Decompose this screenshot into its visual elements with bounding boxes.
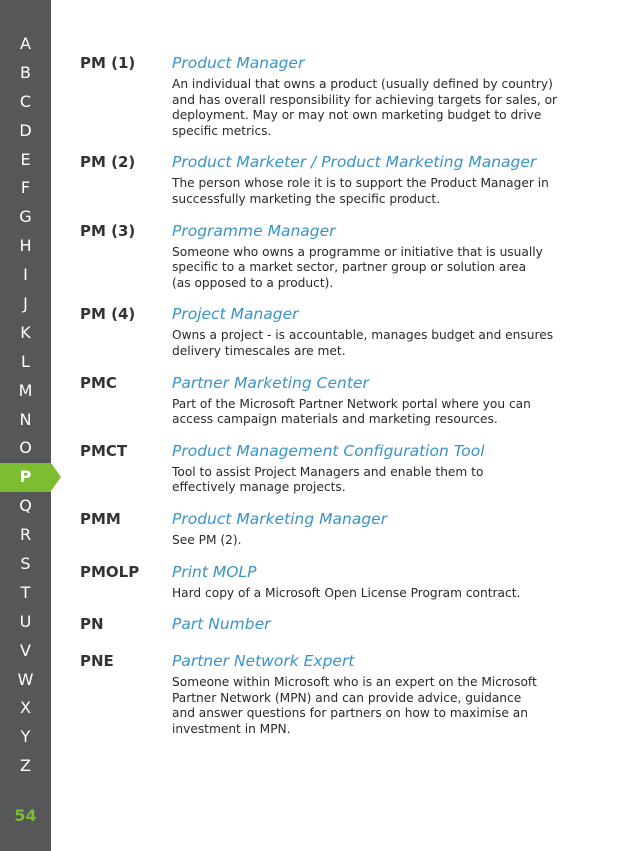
entry-term: Project Manager	[172, 305, 299, 324]
alphabet-letter-s[interactable]: S	[20, 554, 31, 574]
alphabet-letter-m[interactable]: M	[18, 380, 33, 400]
alphabet-letter-e[interactable]: E	[20, 149, 31, 169]
glossary-entry	[80, 303, 600, 359]
alphabet-index	[0, 30, 51, 781]
glossary-entry	[80, 561, 600, 602]
entry-term: Product Marketing Manager	[172, 509, 388, 528]
entry-detail	[172, 52, 582, 139]
entry-detail	[172, 650, 582, 737]
entry-abbreviation: PM (1)	[80, 54, 136, 72]
entry-term: Product Marketer / Product Marketing Manager	[172, 153, 537, 172]
entry-definition: An individual that owns a product (usually defined by country) and has overall responsibility for achieving targets for sales, or deployment. May or may not own marketing budget to drive specific metrics.	[172, 77, 558, 138]
alphabet-letter-o[interactable]: O	[19, 438, 32, 458]
entry-detail	[172, 303, 582, 359]
alphabet-letter-z[interactable]: Z	[20, 756, 31, 776]
entry-abbreviation: PM (4)	[80, 305, 136, 324]
entry-detail	[172, 372, 582, 428]
glossary-entry	[80, 440, 600, 496]
alphabet-letter-x[interactable]: X	[20, 698, 31, 718]
glossary-entry	[80, 220, 600, 292]
entry-term: Programme Manager	[172, 221, 336, 240]
entry-definition: See PM (2).	[172, 532, 242, 547]
entry-term: Partner Network Expert	[172, 652, 355, 671]
entry-definition: Tool to assist Project Managers and enable them to effectively manage projects.	[172, 464, 484, 495]
alphabet-letter-j[interactable]: J	[23, 294, 28, 314]
alphabet-letter-u[interactable]: U	[19, 611, 32, 631]
entry-detail	[172, 613, 582, 638]
alphabet-letter-y[interactable]: Y	[20, 727, 31, 747]
glossary-entry	[80, 650, 600, 737]
alphabet-letter-t[interactable]: T	[20, 582, 31, 602]
entry-term: Part Number	[172, 615, 271, 634]
alphabet-letter-n[interactable]: N	[19, 409, 32, 429]
entry-definition: Owns a project - is accountable, manages budget and ensures delivery timescales are met.	[172, 328, 554, 358]
entry-abbreviation: PN	[80, 615, 104, 634]
entry-definition: The person whose role it is to support the Product Manager in successfully marketing the specific product.	[172, 176, 549, 206]
entry-abbreviation: PMC	[80, 373, 117, 392]
alphabet-letter-c[interactable]: C	[19, 91, 32, 111]
page-number: 54	[14, 806, 37, 825]
alphabet-letter-i[interactable]: I	[23, 265, 28, 285]
entry-abbreviation: PMCT	[80, 441, 128, 460]
entry-detail	[172, 440, 582, 496]
alphabet-letter-f[interactable]: F	[20, 178, 31, 198]
entry-definition: Part of the Microsoft Partner Network portal where you can access campaign materials and marketing resources.	[172, 396, 531, 427]
alphabet-letter-b[interactable]: B	[20, 62, 31, 82]
entry-abbreviation: PM (2)	[80, 153, 136, 172]
entry-term: Product Manager	[172, 54, 305, 72]
entry-definition: Someone who owns a programme or initiative that is usually specific to a market sector, partner group or solution area (as opposed to a product).	[172, 244, 543, 290]
glossary-entry	[80, 151, 600, 207]
entry-term: Print MOLP	[172, 562, 257, 581]
alphabet-letter-a[interactable]: A	[20, 34, 31, 53]
alphabet-letter-g[interactable]: G	[19, 207, 32, 227]
alphabet-letter-l[interactable]: L	[21, 351, 30, 371]
entry-definition: Hard copy of a Microsoft Open License Program contract.	[172, 585, 521, 600]
glossary-entry	[80, 613, 600, 638]
glossary-entries	[80, 52, 600, 749]
alphabet-letter-w[interactable]: W	[17, 669, 34, 689]
entry-detail	[172, 508, 582, 549]
entry-abbreviation: PMOLP	[80, 562, 140, 581]
alphabet-letter-d[interactable]: D	[19, 120, 32, 140]
entry-detail	[172, 561, 582, 602]
entry-term: Partner Marketing Center	[172, 373, 369, 392]
alphabet-sidebar	[0, 0, 51, 851]
glossary-entry	[80, 508, 600, 549]
entry-abbreviation: PMM	[80, 509, 121, 528]
alphabet-letter-h[interactable]: H	[19, 236, 32, 256]
alphabet-letter-k[interactable]: K	[20, 322, 31, 342]
alphabet-letter-r[interactable]: R	[19, 525, 32, 545]
glossary-entry	[80, 372, 600, 428]
alphabet-letter-q[interactable]: Q	[19, 496, 32, 516]
entry-detail	[172, 151, 582, 207]
alphabet-letter-p[interactable]: P	[0, 463, 51, 492]
entry-detail	[172, 220, 582, 292]
entry-term: Product Management Configuration Tool	[172, 441, 485, 460]
glossary-entry	[80, 52, 600, 139]
entry-abbreviation: PM (3)	[80, 221, 136, 240]
entry-definition: Someone within Microsoft who is an expert on the Microsoft Partner Network (MPN) and can provide advice, guidance and answer questions for partners on how to maximise an investment in MPN.	[172, 675, 537, 736]
entry-abbreviation: PNE	[80, 652, 114, 671]
alphabet-letter-v[interactable]: V	[20, 640, 31, 660]
